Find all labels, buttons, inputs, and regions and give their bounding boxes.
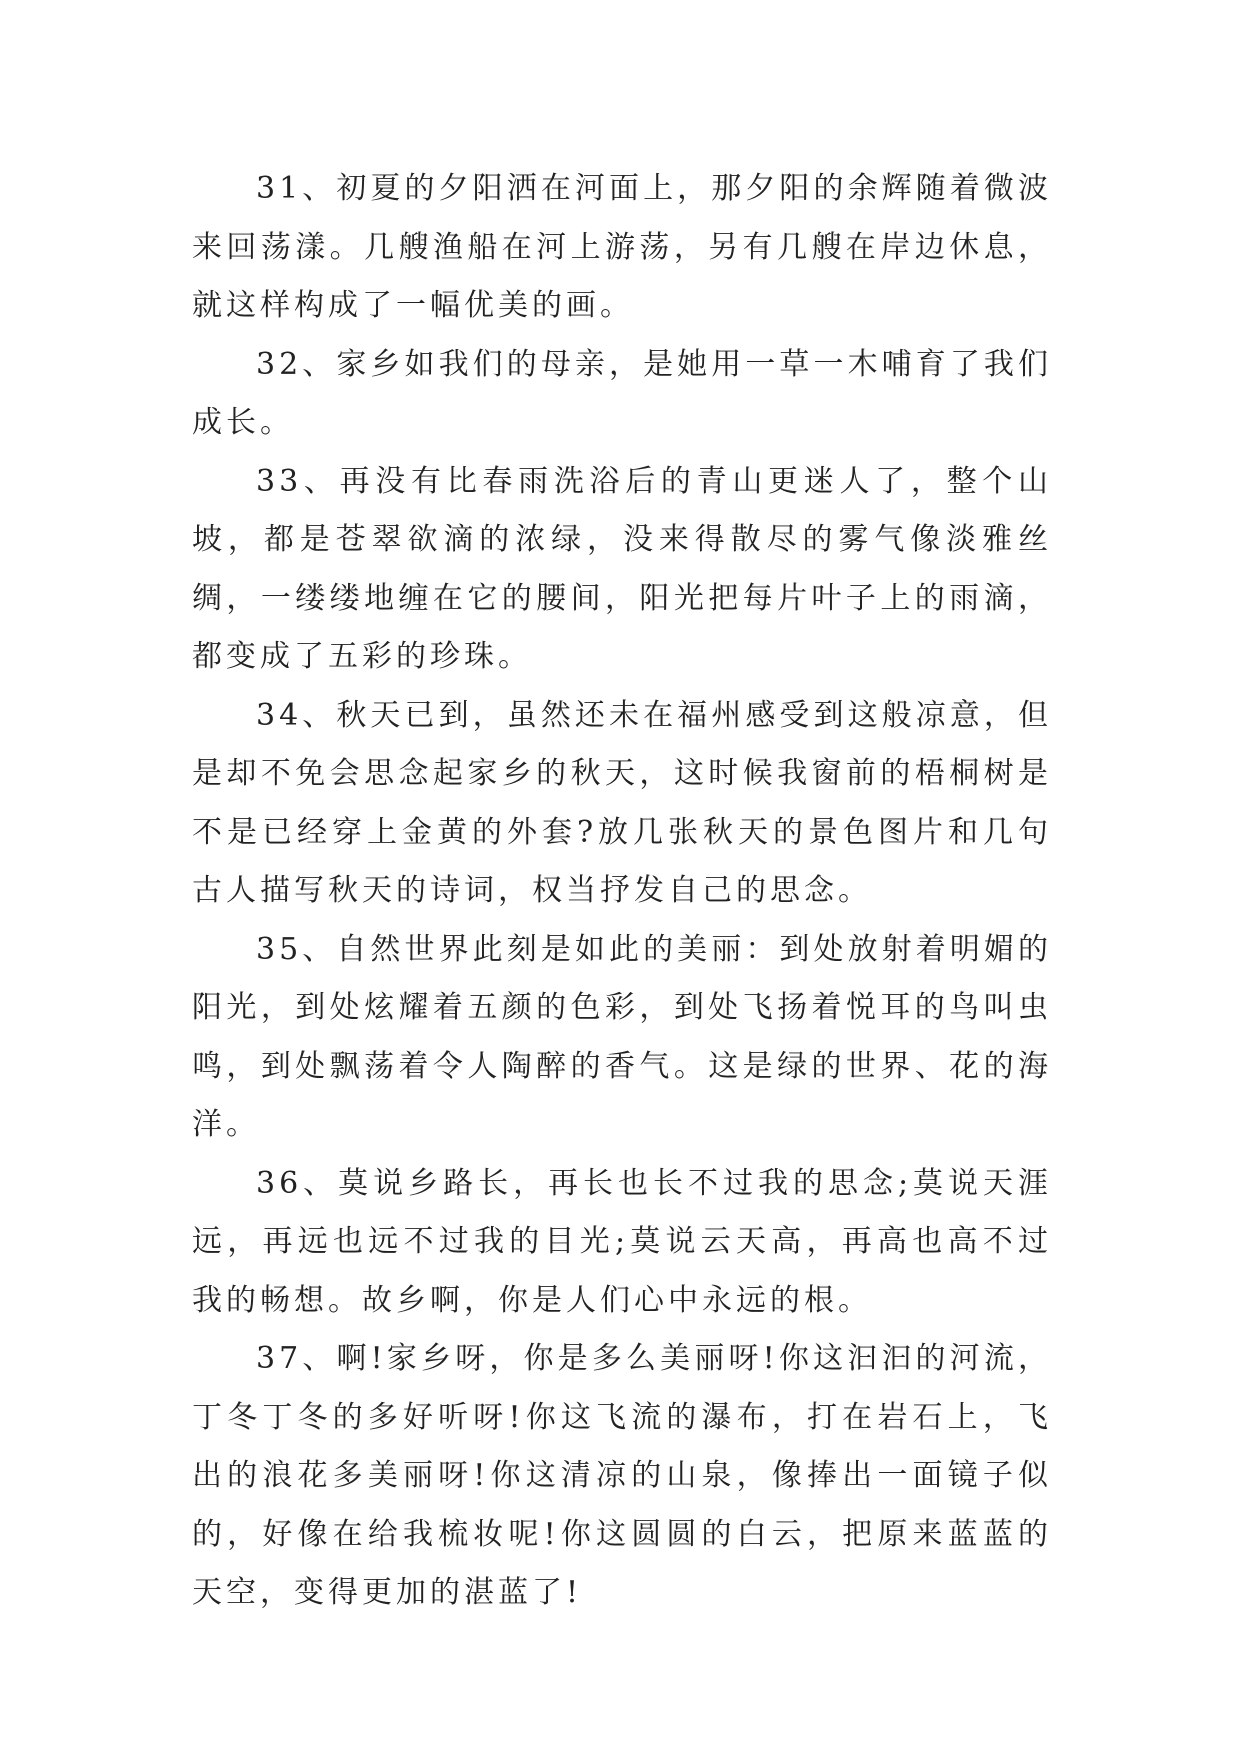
- paragraph-34: 34、秋天已到，虽然还未在福州感受到这般凉意，但是却不免会思念起家乡的秋天，这时候我窗前的梧桐树是不是已经穿上金黄的外套?放几张秋天的景色图片和几句古人描写秋天的诗词，权当抒发自己的思念。: [192, 697, 1052, 908]
- paragraph-35: 35、自然世界此刻是如此的美丽：到处放射着明媚的阳光，到处炫耀着五颜的色彩，到处飞扬着悦耳的鸟叫虫鸣，到处飘荡着令人陶醉的香气。这是绿的世界、花的海洋。: [192, 931, 1052, 1142]
- document-body: [192, 160, 1052, 1623]
- paragraph-36: 36、莫说乡路长，再长也长不过我的思念;莫说天涯远，再远也远不过我的目光;莫说云天高，再高也高不过我的畅想。故乡啊，你是人们心中永远的根。: [192, 1165, 1052, 1318]
- paragraph-32: 32、家乡如我们的母亲，是她用一草一木哺育了我们成长。: [192, 346, 1052, 440]
- paragraph-33: 33、再没有比春雨洗浴后的青山更迷人了，整个山坡，都是苍翠欲滴的浓绿，没来得散尽的雾气像淡雅丝绸，一缕缕地缠在它的腰间，阳光把每片叶子上的雨滴，都变成了五彩的珍珠。: [192, 463, 1052, 674]
- paragraph-31: 31、初夏的夕阳洒在河面上，那夕阳的余辉随着微波来回荡漾。几艘渔船在河上游荡，另有几艘在岸边休息，就这样构成了一幅优美的画。: [192, 171, 1052, 323]
- paragraph-37: 37、啊!家乡呀，你是多么美丽呀!你这汩汩的河流，丁冬丁冬的多好听呀!你这飞流的瀑布，打在岩石上，飞出的浪花多美丽呀!你这清凉的山泉，像捧出一面镜子似的，好像在给我梳妆呢!你这圆圆的白云，把原来蓝蓝的天空，变得更加的湛蓝了!: [192, 1341, 1052, 1610]
